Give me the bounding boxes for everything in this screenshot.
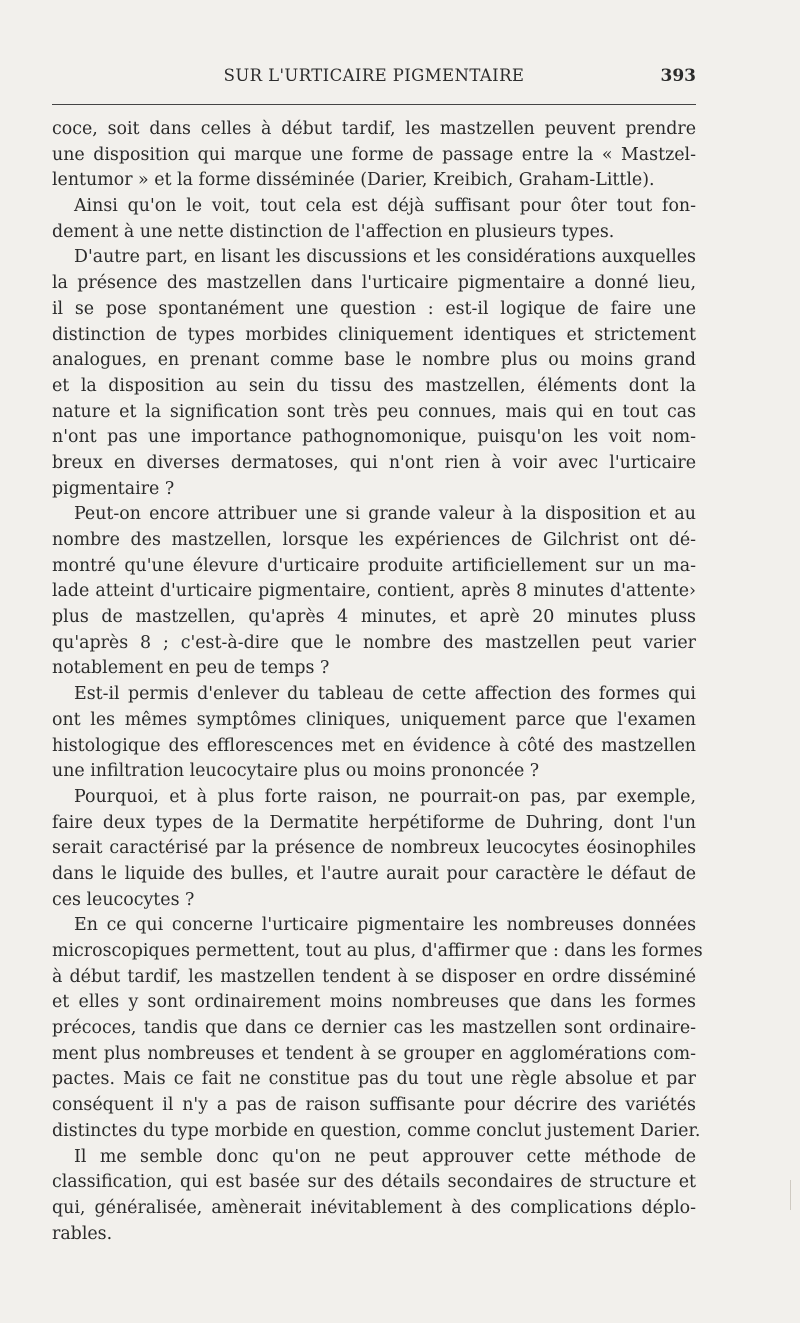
text-line: et la disposition au sein du tissu des mastzellen, éléments dont la: [52, 375, 696, 396]
margin-mark: [790, 1180, 791, 1210]
text-line: la présence des mastzellen dans l'urticaire pigmentaire a donné lieu,: [52, 273, 696, 294]
text-line: plus de mastzellen, qu'après 4 minutes, et aprè 20 minutes pluss: [52, 607, 696, 628]
text-line: et elles y sont ordinairement moins nombreuses que dans les formes: [52, 992, 696, 1013]
running-head: [52, 66, 696, 90]
text-line: notablement en peu de temps ?: [52, 658, 330, 679]
text-line: à début tardif, les mastzellen tendent à se disposer en ordre disséminé: [52, 966, 696, 987]
running-title: SUR L'URTICAIRE PIGMENTAIRE: [223, 66, 525, 85]
text-line: conséquent il n'y a pas de raison suffisante pour décrire des variétés: [52, 1095, 696, 1116]
text-line: montré qu'une élevure d'urticaire produite artificiellement sur un ma-: [52, 555, 696, 576]
text-line: En ce qui concerne l'urticaire pigmentaire les nombreuses données: [74, 915, 696, 936]
text-line: coce, soit dans celles à début tardif, les mastzellen peuvent prendre: [52, 119, 696, 139]
text-line: nature et la signification sont très peu connues, mais qui en tout cas: [52, 401, 696, 422]
text-line: une infiltration leucocytaire plus ou moins prononcée ?: [52, 761, 540, 782]
text-line: Pourquoi, et à plus forte raison, ne pourrait-on pas, par exemple,: [74, 786, 696, 807]
header-rule: [52, 104, 696, 105]
text-line: pactes. Mais ce fait ne constitue pas du tout une règle absolue et par: [52, 1069, 696, 1090]
text-line: n'ont pas une importance pathognomonique, puisqu'on les voit nom-: [52, 427, 696, 448]
text-line: rables.: [52, 1223, 113, 1244]
text-line: qu'après 8 ; c'est-à-dire que le nombre des mastzellen peut varier: [52, 632, 696, 653]
text-line: il se pose spontanément une question : est-il logique de faire une: [52, 298, 696, 319]
text-line: Peut-on encore attribuer une si grande valeur à la disposition et au: [74, 504, 696, 525]
text-line: qui, généralisée, amènerait inévitablement à des complications déplo-: [52, 1197, 696, 1218]
text-line: microscopiques permettent, tout au plus, d'affirmer que : dans les formes: [52, 941, 703, 961]
body-text: [52, 117, 703, 1247]
text-line: ces leucocytes ?: [52, 889, 195, 910]
text-line: ment plus nombreuses et tendent à se grouper en agglomérations com-: [52, 1043, 696, 1064]
text-line: distinctes du type morbide en question, comme conclut justement Darier.: [52, 1120, 701, 1141]
text-line: lentumor » et la forme disséminée (Darier, Kreibich, Graham-Little).: [52, 170, 655, 191]
text-line: breux en diverses dermatoses, qui n'ont rien à voir avec l'urticaire: [52, 452, 696, 473]
text-line: distinction de types morbides cliniquement identiques et strictement: [52, 324, 696, 345]
text-line: Est-il permis d'enlever du tableau de cette affection des formes qui: [74, 684, 696, 705]
text-line: Il me semble donc qu'on ne peut approuver cette méthode de: [74, 1146, 696, 1167]
text-line: nombre des mastzellen, lorsque les expériences de Gilchrist ont dé-: [52, 530, 696, 550]
text-line: dans le liquide des bulles, et l'autre aurait pour caractère le défaut de: [52, 863, 696, 884]
text-line: D'autre part, en lisant les discussions et les considérations auxquelles: [74, 247, 696, 268]
text-line: pigmentaire ?: [52, 478, 175, 499]
text-line: classification, qui est basée sur des détails secondaires de structure et: [52, 1172, 696, 1193]
page-number: 393: [660, 66, 696, 86]
text-line: Ainsi qu'on le voit, tout cela est déjà suffisant pour ôter tout fon-: [74, 196, 696, 217]
text-line: lade atteint d'urticaire pigmentaire, contient, après 8 minutes d'attente›: [52, 581, 696, 602]
text-line: serait caractérisé par la présence de nombreux leucocytes éosinophiles: [52, 838, 696, 859]
text-line: histologique des efflorescences met en évidence à côté des mastzellen: [52, 735, 696, 756]
text-line: analogues, en prenant comme base le nombre plus ou moins grand: [52, 350, 696, 371]
text-line: dement à une nette distinction de l'affection en plusieurs types.: [52, 221, 615, 242]
text-line: une disposition qui marque une forme de passage entre la « Mastzel-: [52, 144, 696, 165]
text-line: précoces, tandis que dans ce dernier cas les mastzellen sont ordinaire-: [52, 1018, 696, 1039]
text-line: ont les mêmes symptômes cliniques, uniquement parce que l'examen: [52, 709, 696, 730]
text-line: faire deux types de la Dermatite herpétiforme de Duhring, dont l'un: [52, 812, 696, 833]
